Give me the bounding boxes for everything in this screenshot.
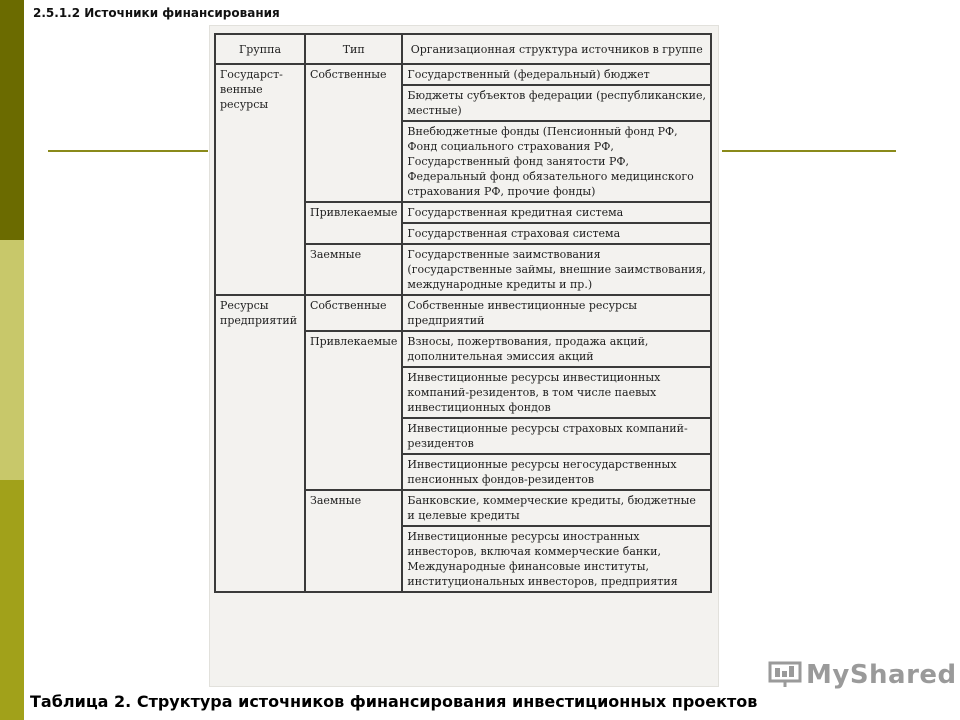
item-cell: Государственная кредитная система — [402, 202, 711, 223]
item-cell: Инвестиционные ресурсы негосударственных пенсионных фондов-резидентов — [402, 454, 711, 490]
divider-left — [48, 150, 208, 152]
type-cell: Собственные — [305, 295, 402, 331]
decor-bar-middle — [0, 240, 24, 480]
presentation-screen-icon — [768, 661, 802, 689]
type-cell: Заемные — [305, 490, 402, 592]
item-cell: Банковские, коммерческие кредиты, бюджетные и целевые кредиты — [402, 490, 711, 526]
type-cell: Собственные — [305, 64, 402, 202]
group-cell: Ресурсы предприятий — [215, 295, 305, 592]
type-cell: Привлекаемые — [305, 202, 402, 244]
watermark-text: MyShared — [806, 660, 957, 690]
watermark-logo — [768, 660, 957, 690]
item-cell: Собственные инвестиционные ресурсы предприятий — [402, 295, 711, 331]
type-cell: Привлекаемые — [305, 331, 402, 490]
item-cell: Инвестиционные ресурсы инвестиционных компаний-резидентов, в том числе паевых инвестиционных фондов — [402, 367, 711, 418]
scanned-table-image — [210, 26, 718, 686]
item-cell: Бюджеты субъектов федерации (республиканские, местные) — [402, 85, 711, 121]
type-cell: Заемные — [305, 244, 402, 295]
table-row — [215, 64, 711, 85]
table-caption: Таблица 2. Структура источников финансирования инвестиционных проектов — [30, 692, 758, 711]
item-cell: Взносы, пожертвования, продажа акций, дополнительная эмиссия акций — [402, 331, 711, 367]
item-cell: Внебюджетные фонды (Пенсионный фонд РФ, Фонд социального страхования РФ, Государственный фонд занятости РФ, Федеральный фонд обязательного медицинского страхования РФ, прочие фонды) — [402, 121, 711, 202]
decor-bar-bottom — [0, 480, 24, 720]
item-cell: Инвестиционные ресурсы иностранных инвесторов, включая коммерческие банки, Международные финансовые институты, институциональных инвесторов, предприятия — [402, 526, 711, 592]
header-structure: Организационная структура источников в группе — [402, 34, 711, 64]
table-row — [215, 295, 711, 331]
item-cell: Государственная страховая система — [402, 223, 711, 244]
decor-bar-top — [0, 0, 24, 240]
group-cell: Государст-венные ресурсы — [215, 64, 305, 295]
item-cell: Инвестиционные ресурсы страховых компаний-резидентов — [402, 418, 711, 454]
item-cell: Государственный (федеральный) бюджет — [402, 64, 711, 85]
section-title: 2.5.1.2 Источники финансирования — [33, 6, 280, 20]
sources-table — [214, 33, 712, 593]
header-type: Тип — [305, 34, 402, 64]
item-cell: Государственные заимствования (государственные займы, внешние заимствования, международные кредиты и пр.) — [402, 244, 711, 295]
divider-right — [722, 150, 896, 152]
table-header-row — [215, 34, 711, 64]
header-group: Группа — [215, 34, 305, 64]
